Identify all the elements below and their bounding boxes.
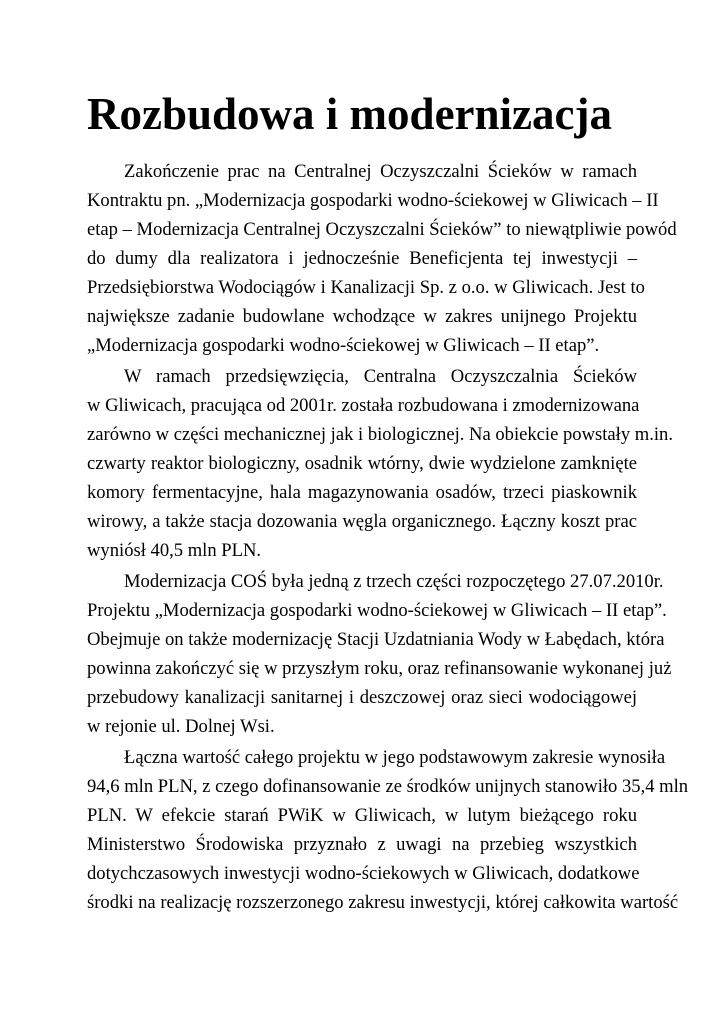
paragraph-3-line-1: Modernizacja COŚ była jedną z trzech części rozpoczętego 27.07.2010r.	[124, 571, 664, 592]
paragraph-1-line-4: do dumy dla realizatora i jednocześnie Beneficjenta tej inwestycji –	[87, 248, 637, 269]
paragraph-1-line-1: Zakończenie prac na Centralnej Oczyszczalni Ścieków w ramach	[124, 161, 637, 182]
paragraph-2-line-4: czwarty reaktor biologiczny, osadnik wtórny, dwie wydzielone zamknięte	[87, 453, 637, 474]
paragraph-1-line-5: Przedsiębiorstwa Wodociągów i Kanalizacji Sp. z o.o. w Gliwicach. Jest to	[87, 277, 645, 298]
paragraph-3-line-6: w rejonie ul. Dolnej Wsi.	[87, 716, 275, 737]
paragraph-1-line-2: Kontraktu pn. „Modernizacja gospodarki wodno-ściekowej w Gliwicach – II	[87, 190, 659, 211]
paragraph-4-line-2: 94,6 mln PLN, z czego dofinansowanie ze środków unijnych stanowiło 35,4 mln	[87, 776, 689, 797]
paragraph-3-line-3: Obejmuje on także modernizację Stacji Uzdatniania Wody w Łabędach, która	[87, 629, 665, 650]
paragraph-3-line-4: powinna zakończyć się w przyszłym roku, oraz refinansowanie wykonanej już	[87, 658, 672, 679]
paragraph-2-line-2: w Gliwicach, pracująca od 2001r. została rozbudowana i zmodernizowana	[87, 395, 640, 416]
paragraph-2-line-3: zarówno w części mechanicznej jak i biologicznej. Na obiekcie powstały m.in.	[87, 424, 674, 445]
paragraph-2-line-7: wyniósł 40,5 mln PLN.	[87, 540, 262, 561]
paragraph-1-line-6: największe zadanie budowlane wchodzące w zakres unijnego Projektu	[87, 306, 637, 327]
paragraph-2-line-1: W ramach przedsięwzięcia, Centralna Oczyszczalnia Ścieków	[124, 366, 637, 387]
paragraph-4-line-3: PLN. W efekcie starań PWiK w Gliwicach, w lutym bieżącego roku	[87, 805, 637, 826]
paragraph-1-line-7: „Modernizacja gospodarki wodno-ściekowej w Gliwicach – II etap”.	[87, 335, 600, 356]
paragraph-4-line-1: Łączna wartość całego projektu w jego podstawowym zakresie wynosiła	[124, 747, 666, 768]
paragraph-1-line-3: etap – Modernizacja Centralnej Oczyszczalni Ścieków” to niewątpliwie powód	[87, 219, 677, 240]
paragraph-3-line-2: Projektu „Modernizacja gospodarki wodno-ściekowej w Gliwicach – II etap”.	[87, 600, 667, 621]
paragraph-2-line-6: wirowy, a także stacja dozowania węgla organicznego. Łączny koszt prac	[87, 511, 637, 532]
paragraph-4-line-4: Ministerstwo Środowiska przyznało z uwagi na przebieg wszystkich	[87, 834, 637, 855]
document-title: Rozbudowa i modernizacja	[87, 89, 612, 139]
paragraph-2-line-5: komory fermentacyjne, hala magazynowania osadów, trzeci piaskownik	[87, 482, 637, 503]
paragraph-3-line-5: przebudowy kanalizacji sanitarnej i deszczowej oraz sieci wodociągowej	[87, 687, 637, 708]
paragraph-4-line-5: dotychczasowych inwestycji wodno-ściekowych w Gliwicach, dodatkowe	[87, 863, 640, 884]
paragraph-4-line-6: środki na realizację rozszerzonego zakresu inwestycji, której całkowita wartość	[87, 892, 679, 913]
